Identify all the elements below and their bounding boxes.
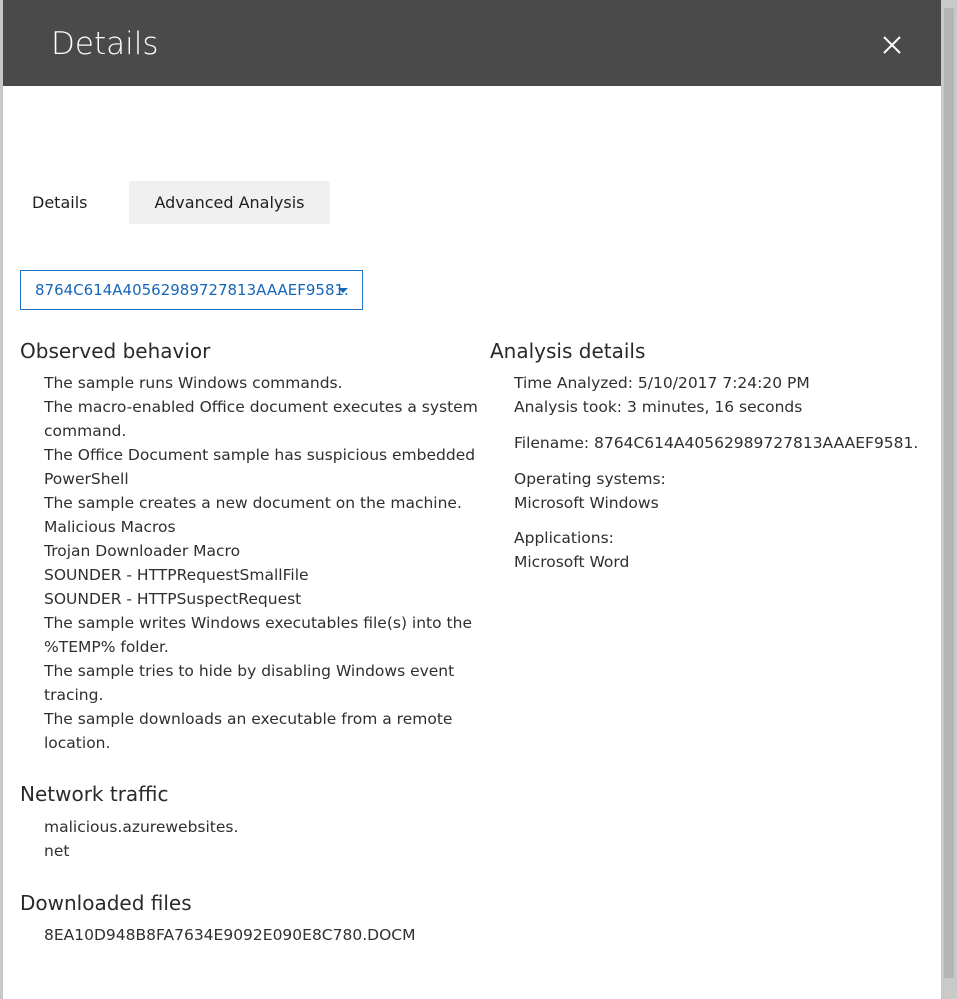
observed-line: The macro-enabled Office document executes a system [44,398,478,416]
observed-line: The sample runs Windows commands. [44,374,343,392]
analysis-duration: Analysis took: 3 minutes, 16 seconds [514,398,803,416]
tab-advanced-analysis[interactable]: Advanced Analysis [129,181,330,224]
scrollbar-thumb[interactable] [944,8,954,978]
network-line: malicious.azurewebsites. [44,818,239,836]
observed-line: SOUNDER - HTTPSuspectRequest [44,590,302,608]
observed-line: The sample creates a new document on the machine. [44,494,462,512]
network-line: net [44,842,70,860]
close-icon [877,30,907,60]
applications-label: Applications: [514,529,614,547]
panel-header [3,0,941,86]
observed-line: The sample downloads an executable from a remote [44,710,453,728]
panel-title: Details [51,26,159,62]
sample-hash-dropdown[interactable] [20,270,363,310]
observed-line: The sample writes Windows executables file(s) into the [44,614,472,632]
analysis-details-title: Analysis details [490,339,646,363]
close-button[interactable] [877,30,907,60]
observed-line: The Office Document sample has suspicious embedded [44,446,476,464]
observed-line: SOUNDER - HTTPRequestSmallFile [44,566,309,584]
operating-systems-label: Operating systems: [514,470,666,488]
left-edge-line [0,0,3,999]
observed-line: tracing. [44,686,104,704]
observed-line: Malicious Macros [44,518,176,536]
observed-line: location. [44,734,111,752]
chevron-down-icon [338,288,348,293]
network-traffic-title: Network traffic [20,782,169,806]
sample-hash-value: 8764C614A40562989727813AAAEF9581. [35,281,349,299]
time-analyzed: Time Analyzed: 5/10/2017 7:24:20 PM [514,374,810,392]
downloaded-files-title: Downloaded files [20,891,192,915]
observed-behavior-title: Observed behavior [20,339,211,363]
observed-line: PowerShell [44,470,129,488]
observed-line: Trojan Downloader Macro [44,542,241,560]
downloaded-file: 8EA10D948B8FA7634E9092E090E8C780.DOCM [44,926,416,944]
applications-value: Microsoft Word [514,553,630,571]
scrollbar[interactable] [941,0,957,999]
operating-systems-value: Microsoft Windows [514,494,659,512]
analysis-filename: Filename: 8764C614A40562989727813AAAEF9581. [514,434,919,452]
tab-details[interactable]: Details [32,193,88,212]
observed-line: The sample tries to hide by disabling Windows event [44,662,455,680]
observed-line: command. [44,422,127,440]
observed-line: %TEMP% folder. [44,638,169,656]
